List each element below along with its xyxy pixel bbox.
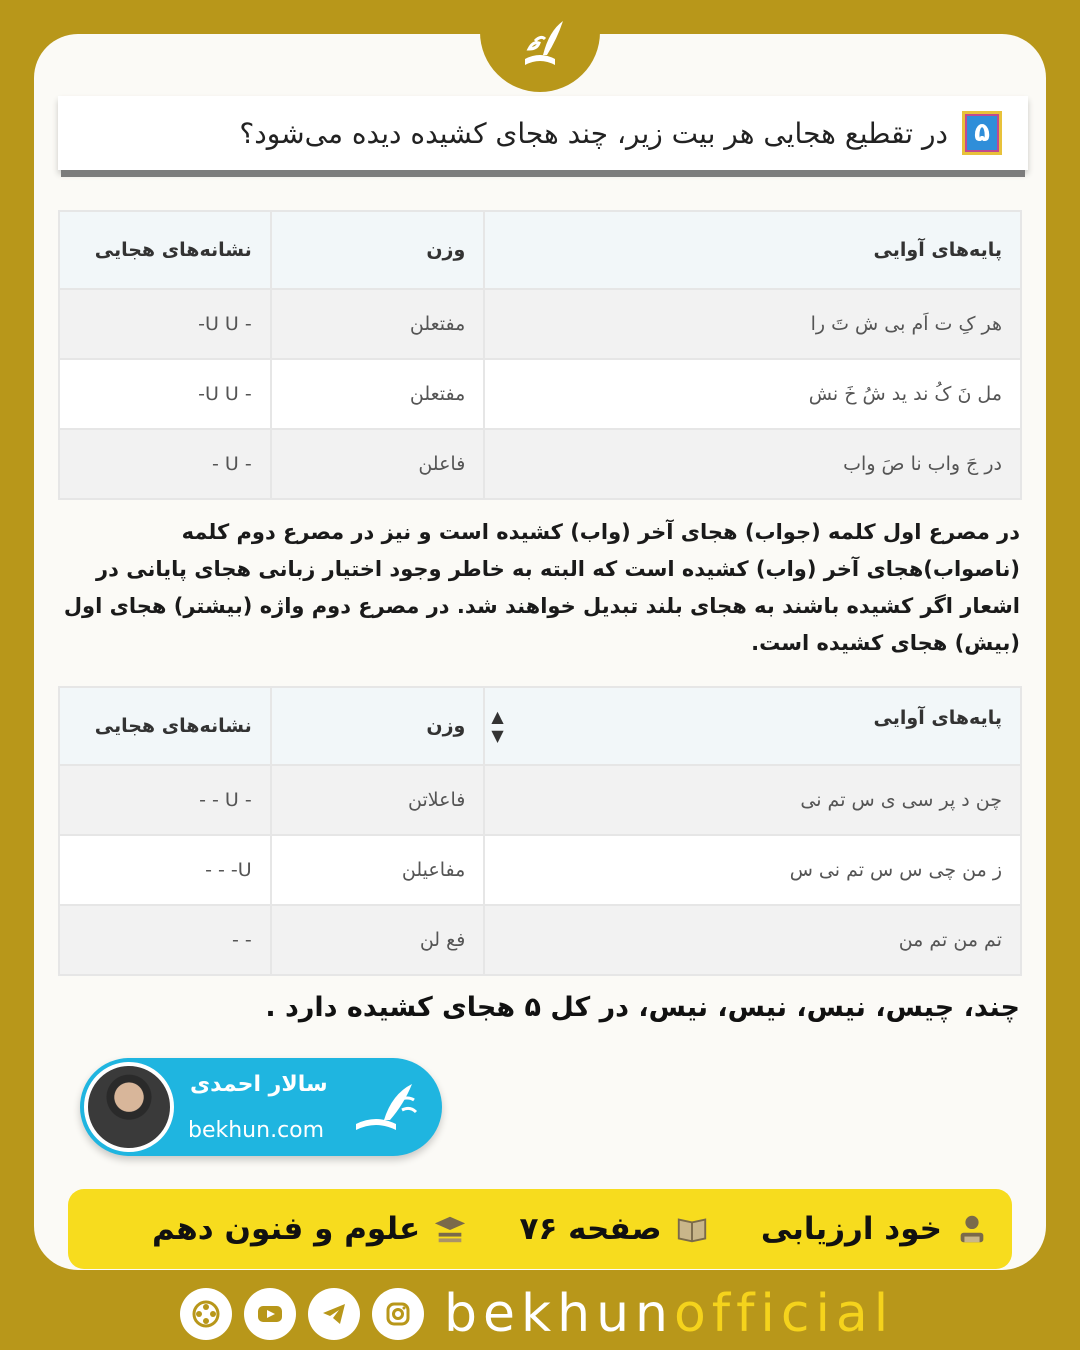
header-meter: وزن: [271, 687, 485, 765]
cell-meter: مفتعلن: [271, 289, 485, 359]
brand-part-2: official: [673, 1284, 895, 1344]
cell-feet: مل نَ کُ ند ید شُ خَ نش: [484, 359, 1021, 429]
table-header-row: [59, 687, 1021, 765]
syllable-table-2: [58, 686, 1022, 976]
cell-signs: - U U-: [59, 359, 271, 429]
cell-meter: فع لن: [271, 905, 485, 975]
cell-signs: - U -: [59, 429, 271, 499]
header-meter: وزن: [271, 211, 485, 289]
table-header-row: [59, 211, 1021, 289]
telegram-icon[interactable]: [308, 1288, 360, 1340]
brand-handle[interactable]: [444, 1284, 894, 1344]
footer-label: صفحه ۷۶: [519, 1211, 662, 1247]
table-row: [59, 835, 1021, 905]
cell-meter: فاعلاتن: [271, 765, 485, 835]
brand-part-1: bekhun: [444, 1284, 674, 1344]
table-row: [59, 905, 1021, 975]
header-feet-label: پایه‌های آوایی: [873, 707, 1002, 729]
answer-summary: چند، چیس، نیس، نیس، نیس، در کل ۵ هجای کشیده دارد .: [265, 992, 1020, 1023]
footer-item-page: [520, 1211, 710, 1247]
header-signs: نشانه‌های هجایی: [59, 687, 271, 765]
cell-feet: تم من تم من: [484, 905, 1021, 975]
table-row: [59, 359, 1021, 429]
cell-feet: چن د پر سی ی س تم نی: [484, 765, 1021, 835]
syllable-table-1: [58, 210, 1022, 500]
table-row: [59, 289, 1021, 359]
question-number: ۵: [962, 111, 1002, 155]
cell-feet: هر کِ ت اَم بی ش تَ را: [484, 289, 1021, 359]
film-reel-icon[interactable]: [180, 1288, 232, 1340]
cell-signs: - U - -: [59, 765, 271, 835]
cell-signs: - -: [59, 905, 271, 975]
header-signs: نشانه‌های هجایی: [59, 211, 271, 289]
footer-label: خود ارزیابی: [760, 1211, 942, 1247]
social-bar: [180, 1284, 894, 1344]
avatar: [84, 1062, 174, 1152]
question-text: در تقطیع هجایی هر بیت زیر، چند هجای کشیده دیده می‌شود؟: [239, 116, 948, 150]
table-row: [59, 765, 1021, 835]
instagram-icon[interactable]: [372, 1288, 424, 1340]
explanation-paragraph: در مصرع اول کلمه (جواب) هجای آخر (واب) کشیده است و نیز در مصرع دوم کلمه (ناصواب)هجای آخر (واب) کشیده است که البته به خاطر وجود اختیار زبانی هجای پایانی در اشعار اگر کشیده باشند به هجای بلند تبدیل خواهند شد. در مصرع دوم واژه (بیشتر) هجای اول (بیش) هجای کشیده است.: [63, 520, 1020, 655]
cell-meter: فاعلن: [271, 429, 485, 499]
cell-signs: - U U-: [59, 289, 271, 359]
graduation-cap-icon: [432, 1211, 468, 1247]
footer-item-subject: [152, 1211, 468, 1247]
open-book-icon: [674, 1211, 710, 1247]
table-row: [59, 429, 1021, 499]
student-icon: [954, 1211, 990, 1247]
sort-icon[interactable]: ▲ ▼: [491, 707, 504, 745]
cell-signs: U- - -: [59, 835, 271, 905]
header-feet: [484, 687, 1021, 765]
question-bar: [58, 96, 1028, 170]
cell-meter: مفتعلن: [271, 359, 485, 429]
footer-bar: [68, 1189, 1012, 1269]
author-name-text: سالار احمدی: [190, 1072, 328, 1097]
cell-meter: مفاعیلن: [271, 835, 485, 905]
author-site[interactable]: bekhun.com: [188, 1118, 325, 1143]
feather-book-icon: [505, 11, 575, 81]
footer-item-self-assessment: [761, 1211, 990, 1247]
author-card[interactable]: [80, 1058, 442, 1156]
cell-feet: در جَ واب نا صَ واب: [484, 429, 1021, 499]
header-feet: پایه‌های آوایی: [484, 211, 1021, 289]
youtube-icon[interactable]: [244, 1288, 296, 1340]
feather-book-icon: [350, 1080, 428, 1140]
cell-feet: ز من چی س س تم نی س: [484, 835, 1021, 905]
footer-label: علوم و فنون دهم: [152, 1211, 421, 1247]
